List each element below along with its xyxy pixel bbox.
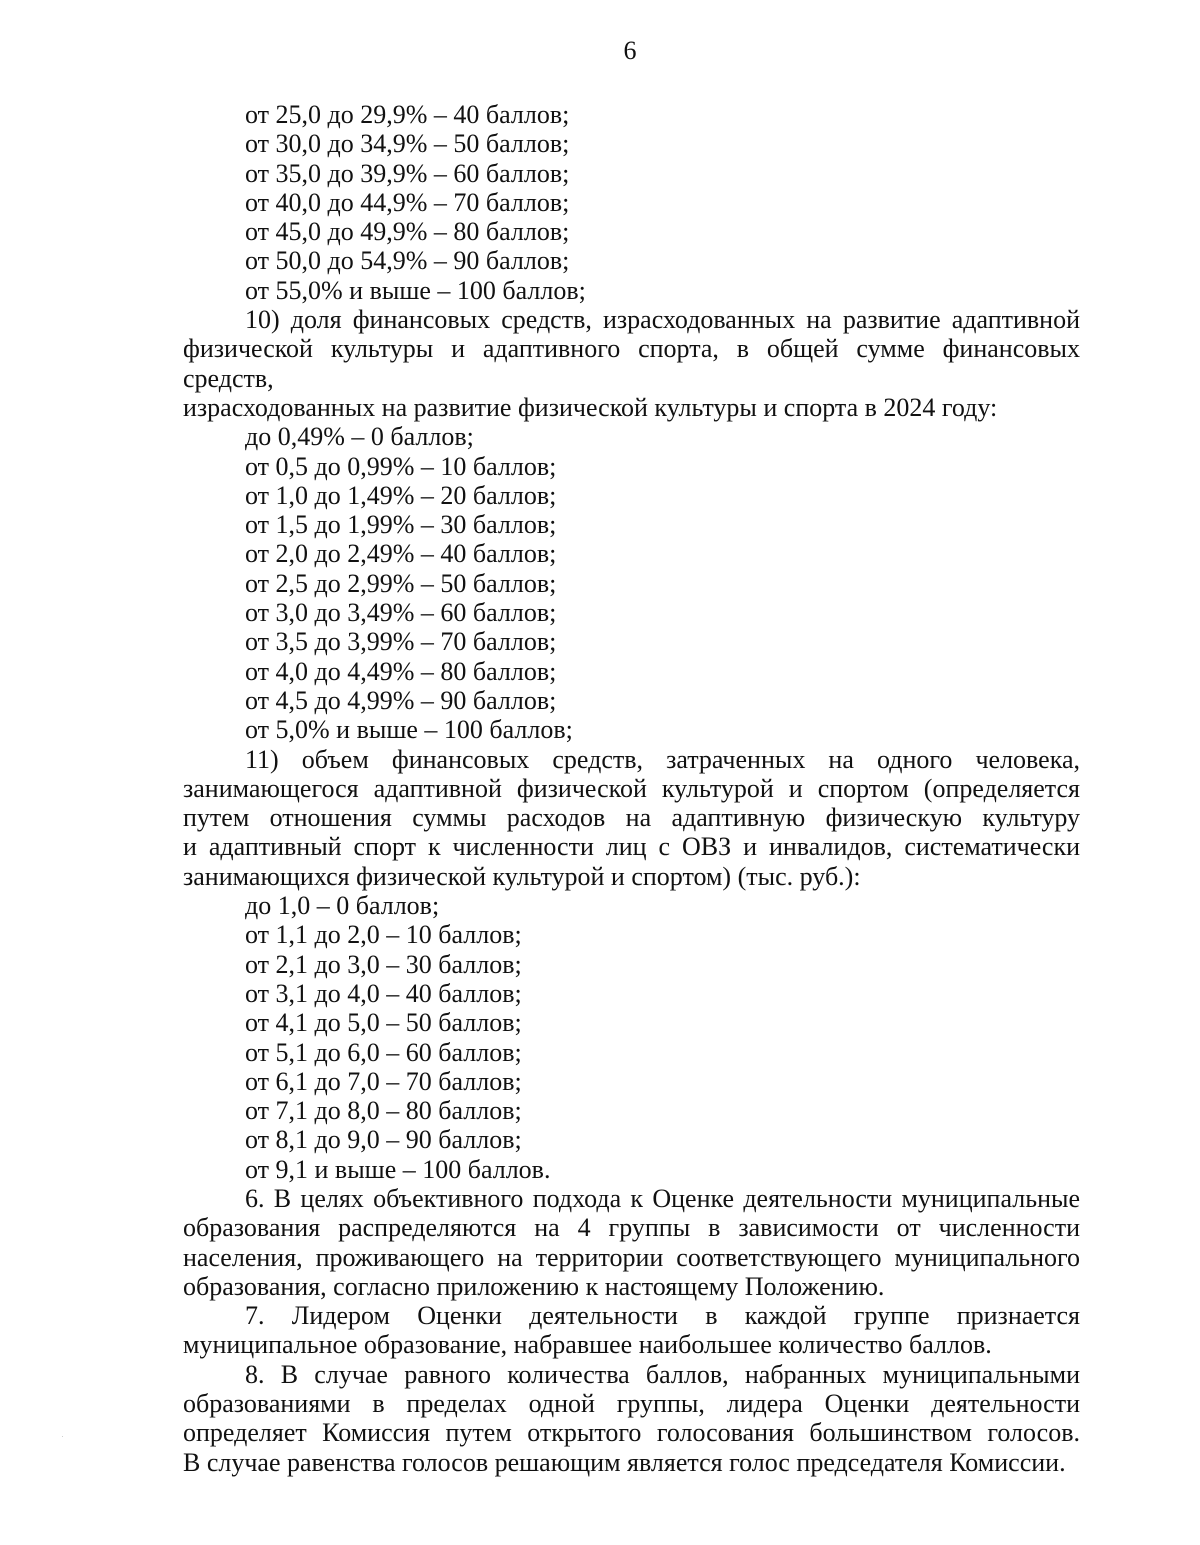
document-body	[183, 100, 1080, 1477]
text-line: от 45,0 до 49,9% – 80 баллов;	[245, 217, 570, 247]
text-line: от 1,0 до 1,49% – 20 баллов;	[245, 480, 557, 510]
text-line: физической культуры и адаптивного спорта, в общей сумме финансовых средств,	[183, 334, 1080, 393]
text-line: 10) доля финансовых средств, израсходованных на развитие адаптивной	[245, 305, 1080, 335]
text-line: до 1,0 – 0 баллов;	[245, 891, 440, 921]
text-line: 11) объем финансовых средств, затраченных на одного человека,	[245, 744, 1080, 774]
scan-speck	[62, 1436, 63, 1437]
text-line: занимающегося адаптивной физической культурой и спортом (определяется	[183, 773, 1080, 803]
text-line: от 8,1 до 9,0 – 90 баллов;	[245, 1125, 522, 1155]
text-line: до 0,49% – 0 баллов;	[245, 422, 474, 452]
text-line: от 4,0 до 4,49% – 80 баллов;	[245, 656, 557, 686]
text-line: образования распределяются на 4 группы в зависимости от численности	[183, 1213, 1080, 1243]
text-line: занимающихся физической культурой и спортом) (тыс. руб.):	[183, 861, 861, 891]
text-line: от 1,5 до 1,99% – 30 баллов;	[245, 510, 557, 540]
text-line: от 6,1 до 7,0 – 70 баллов;	[245, 1066, 522, 1096]
page-number: 6	[623, 36, 637, 65]
text-line: от 3,5 до 3,99% – 70 баллов;	[245, 627, 557, 657]
text-line: от 7,1 до 8,0 – 80 баллов;	[245, 1096, 522, 1126]
text-line: от 2,0 до 2,49% – 40 баллов;	[245, 539, 557, 569]
text-line: населения, проживающего на территории соответствующего муниципального	[183, 1242, 1080, 1272]
text-line: от 5,0% и выше – 100 баллов;	[245, 715, 573, 745]
text-line: от 2,1 до 3,0 – 30 баллов;	[245, 949, 522, 979]
text-line: образования, согласно приложению к настоящему Положению.	[183, 1271, 885, 1301]
text-line: путем отношения суммы расходов на адаптивную физическую культуру	[183, 803, 1080, 833]
text-line: израсходованных на развитие физической культуры и спорта в 2024 году:	[183, 392, 998, 422]
text-line: от 4,5 до 4,99% – 90 баллов;	[245, 685, 557, 715]
text-line: от 4,1 до 5,0 – 50 баллов;	[245, 1008, 522, 1038]
text-line: от 55,0% и выше – 100 баллов;	[245, 275, 586, 305]
text-line: от 30,0 до 34,9% – 50 баллов;	[245, 129, 570, 159]
text-line: от 2,5 до 2,99% – 50 баллов;	[245, 568, 557, 598]
text-line: определяет Комиссия путем открытого голосования большинством голосов.	[183, 1418, 1080, 1448]
text-line: от 35,0 до 39,9% – 60 баллов;	[245, 158, 570, 188]
text-line: и адаптивный спорт к численности лиц с ОВЗ и инвалидов, систематически	[183, 832, 1080, 862]
text-line: от 25,0 до 29,9% – 40 баллов;	[245, 100, 570, 129]
text-line: от 50,0 до 54,9% – 90 баллов;	[245, 246, 570, 276]
text-line: В случае равенства голосов решающим является голос председателя Комиссии.	[183, 1447, 1066, 1477]
text-line: 7. Лидером Оценки деятельности в каждой группе признается	[245, 1301, 1080, 1331]
text-line: от 1,1 до 2,0 – 10 баллов;	[245, 920, 522, 950]
text-line: от 3,0 до 3,49% – 60 баллов;	[245, 598, 557, 628]
text-line: от 3,1 до 4,0 – 40 баллов;	[245, 978, 522, 1008]
text-line: от 5,1 до 6,0 – 60 баллов;	[245, 1037, 522, 1067]
text-line: муниципальное образование, набравшее наибольшее количество баллов.	[183, 1330, 992, 1360]
text-line: образованиями в пределах одной группы, лидера Оценки деятельности	[183, 1389, 1080, 1419]
text-line: от 9,1 и выше – 100 баллов.	[245, 1154, 551, 1184]
text-line: от 0,5 до 0,99% – 10 баллов;	[245, 451, 557, 481]
text-line: от 40,0 до 44,9% – 70 баллов;	[245, 187, 570, 217]
text-line: 6. В целях объективного подхода к Оценке деятельности муниципальные	[245, 1183, 1080, 1213]
text-line: 8. В случае равного количества баллов, набранных муниципальными	[245, 1359, 1080, 1389]
